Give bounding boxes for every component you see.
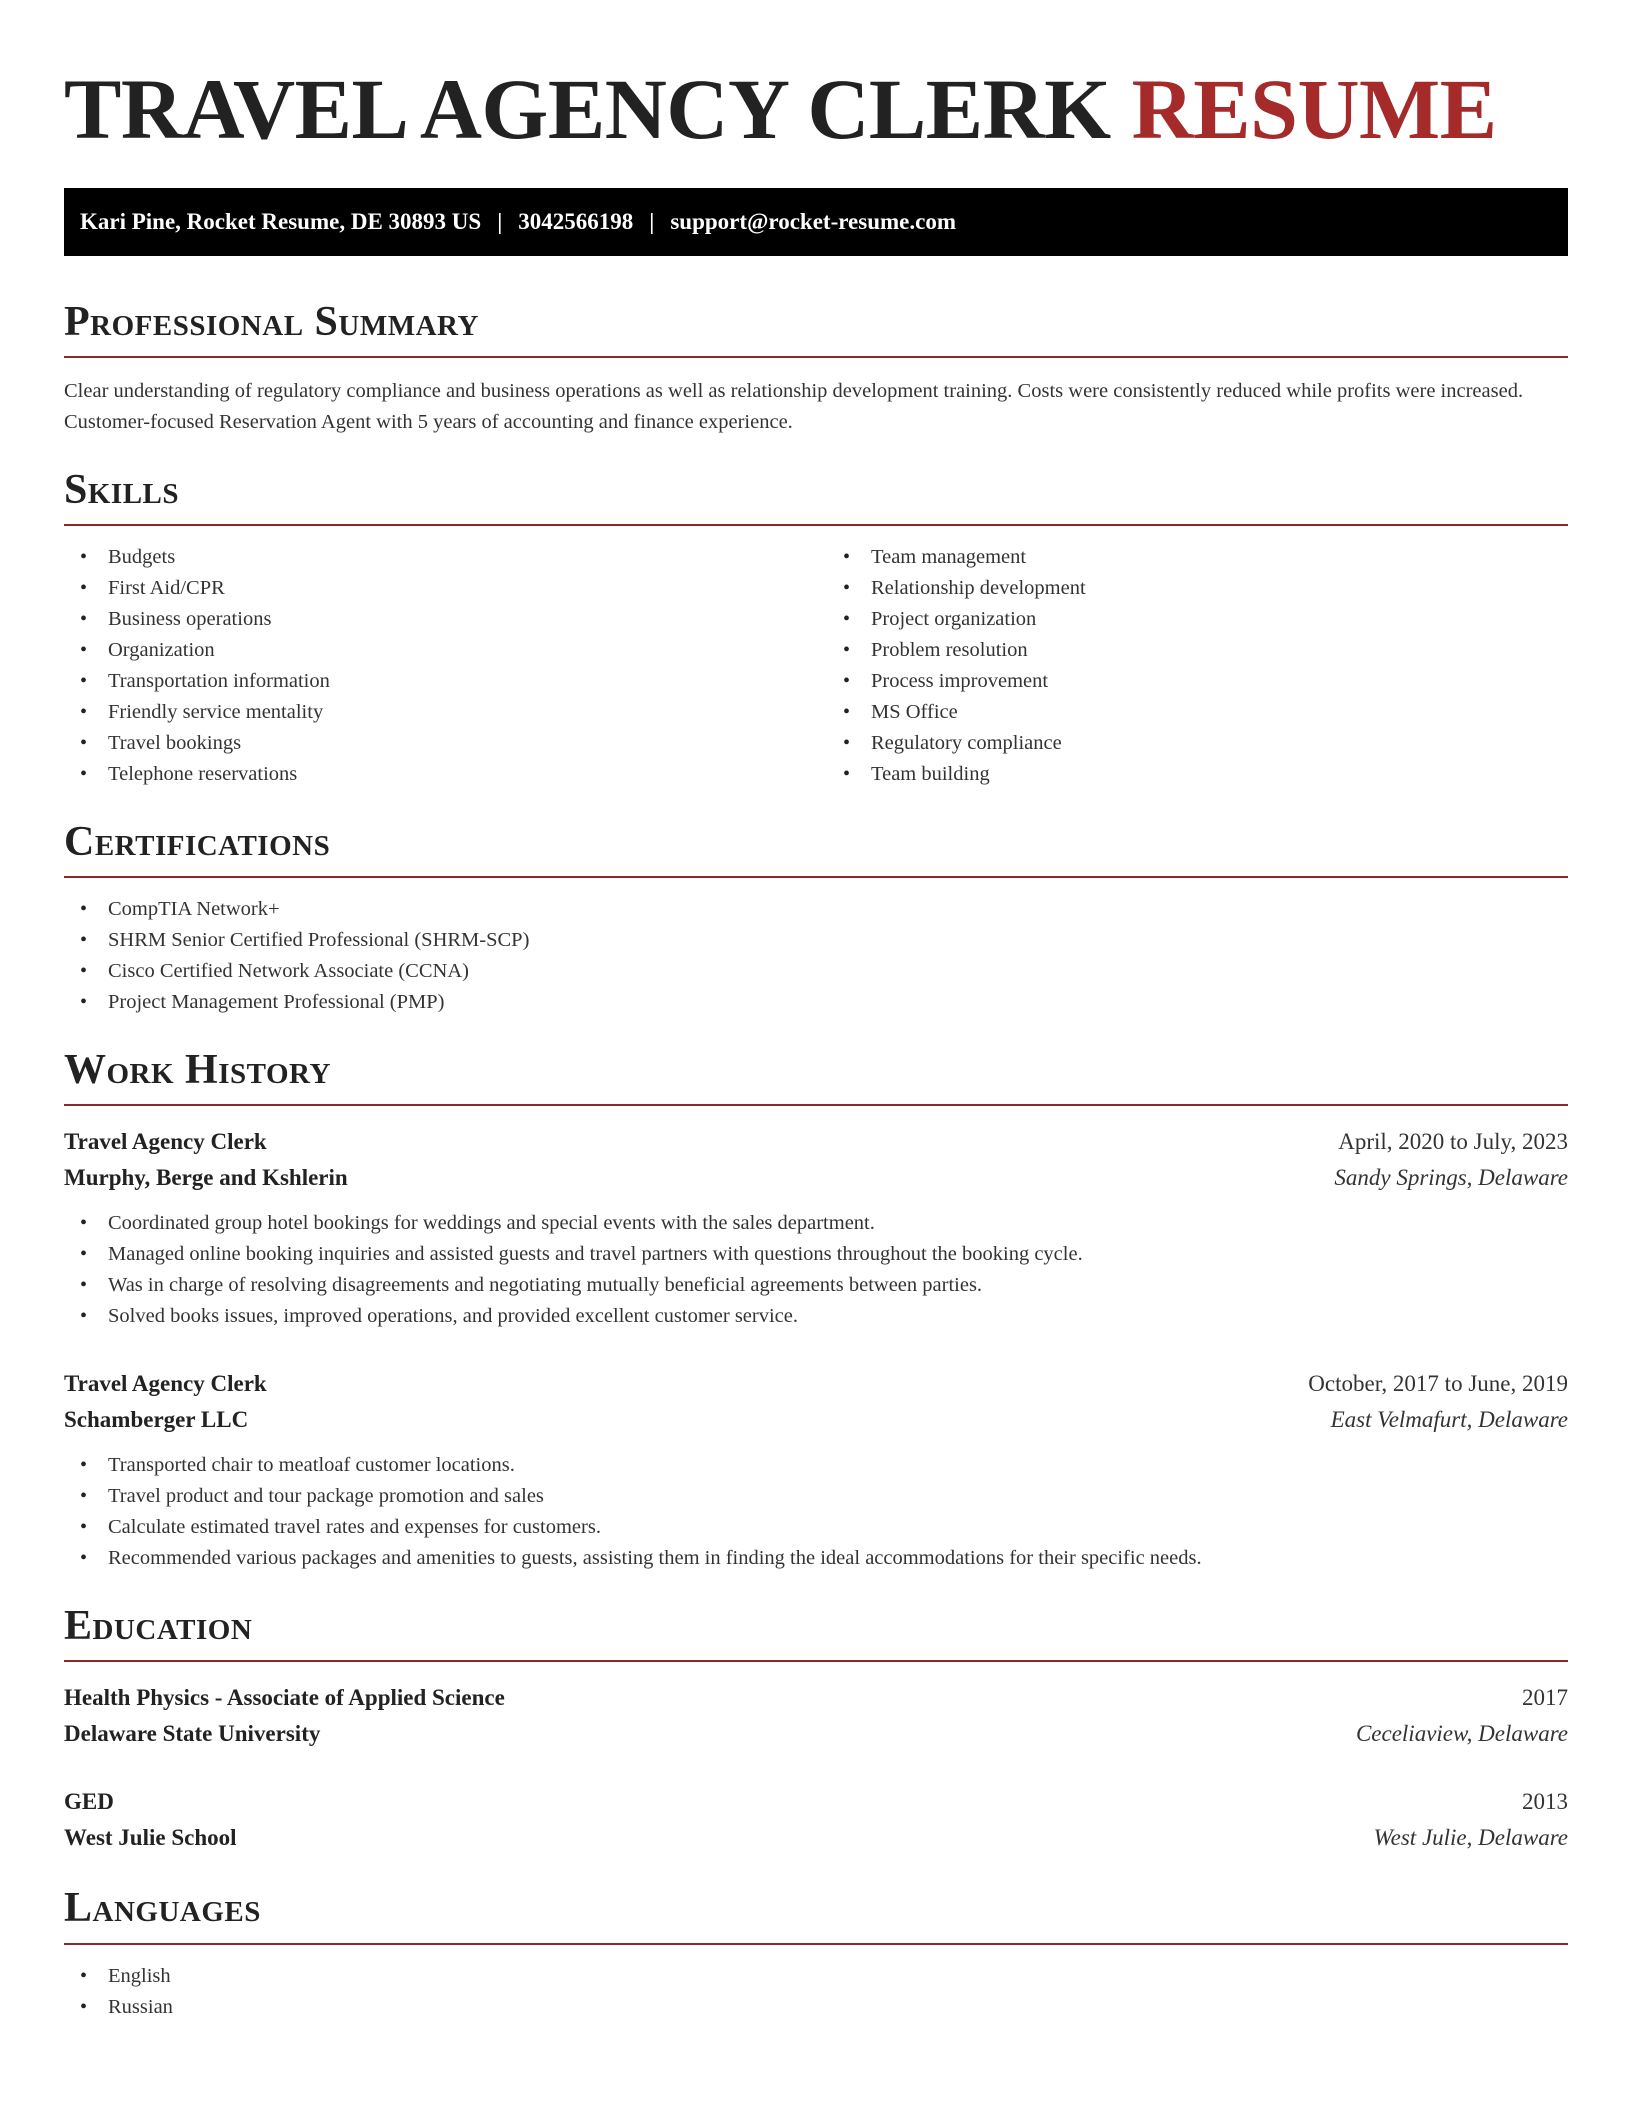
list-item: • Transported chair to meatloaf customer locations.: [64, 1450, 1568, 1481]
section-title: Professional Summary: [64, 300, 1568, 358]
job-role: Travel Agency Clerk: [64, 1129, 267, 1155]
education-school: Delaware State University: [64, 1721, 321, 1747]
job-duties: [64, 1208, 1568, 1332]
list-item: • Telephone reservations: [64, 759, 805, 790]
section-title: Work History: [64, 1048, 1568, 1106]
list-item: • Team management: [827, 542, 1568, 573]
section-title: Certifications: [64, 820, 1568, 878]
contact-email[interactable]: support@rocket-resume.com: [670, 209, 956, 234]
skills-columns: [64, 526, 1568, 790]
list-item: • Team building: [827, 759, 1568, 790]
list-item: • Problem resolution: [827, 635, 1568, 666]
summary-text: Clear understanding of regulatory compliance and business operations as well as relationship development training. Costs were consistently reduced while profits were increased. Customer-focused Reservation Agent with 5 years of accounting and finance experience.: [64, 380, 1524, 434]
list-item: • Solved books issues, improved operations, and provided excellent customer service.: [64, 1301, 1568, 1332]
section-title: Education: [64, 1604, 1568, 1662]
section-title: Skills: [64, 468, 1568, 526]
contact-separator: |: [649, 209, 655, 234]
certifications-list: [64, 894, 1568, 1018]
list-item: • Was in charge of resolving disagreements and negotiating mutually beneficial agreements between parties.: [64, 1270, 1568, 1301]
list-item: • Business operations: [64, 604, 805, 635]
list-item: • Travel bookings: [64, 728, 805, 759]
job-location: Sandy Springs, Delaware: [1334, 1165, 1568, 1191]
contact-bar: [64, 188, 1568, 256]
education-location: Ceceliaview, Delaware: [1355, 1721, 1568, 1747]
job-duties: [64, 1450, 1568, 1574]
contact-address: Kari Pine, Rocket Resume, DE 30893 US: [80, 209, 482, 234]
list-item: • Cisco Certified Network Associate (CCNA): [64, 956, 1568, 987]
education-location: West Julie, Delaware: [1373, 1825, 1568, 1851]
list-item: • Friendly service mentality: [64, 697, 805, 728]
list-item: • SHRM Senior Certified Professional (SHRM-SCP): [64, 925, 1568, 956]
list-item: • Russian: [64, 1992, 1568, 2023]
list-item: • English: [64, 1961, 1568, 1992]
education-degree: GED: [64, 1789, 114, 1815]
education-school: West Julie School: [64, 1825, 237, 1851]
list-item: • Coordinated group hotel bookings for weddings and special events with the sales department.: [64, 1208, 1568, 1239]
skills-list-left: [64, 542, 805, 790]
list-item: • Calculate estimated travel rates and expenses for customers.: [64, 1512, 1568, 1543]
summary-section: [64, 300, 1568, 438]
resume-title: [64, 56, 1568, 157]
list-item: • First Aid/CPR: [64, 573, 805, 604]
education-year: 2013: [1522, 1789, 1568, 1815]
list-item: • CompTIA Network+: [64, 894, 1568, 925]
list-item: • Regulatory compliance: [827, 728, 1568, 759]
list-item: • Organization: [64, 635, 805, 666]
job-dates: April, 2020 to July, 2023: [1338, 1129, 1568, 1155]
list-item: • Project Management Professional (PMP): [64, 987, 1568, 1018]
education-entry: [64, 1680, 1568, 1752]
title-accent: RESUME: [1131, 61, 1497, 157]
list-item: • Recommended various packages and amenities to guests, assisting them in finding the ideal accommodations for their specific needs.: [64, 1543, 1568, 1574]
education-degree: Health Physics - Associate of Applied Science: [64, 1685, 505, 1711]
title-main: TRAVEL AGENCY CLERK: [64, 61, 1111, 157]
job-entry: [64, 1366, 1568, 1574]
skills-list-right: [805, 542, 1568, 790]
section-title: Languages: [64, 1886, 1568, 1944]
education-section: [64, 1604, 1568, 1856]
list-item: • Travel product and tour package promotion and sales: [64, 1481, 1568, 1512]
list-item: • MS Office: [827, 697, 1568, 728]
job-company: Murphy, Berge and Kshlerin: [64, 1165, 348, 1191]
list-item: • Budgets: [64, 542, 805, 573]
skills-section: [64, 468, 1568, 790]
job-company: Schamberger LLC: [64, 1407, 249, 1433]
list-item: • Relationship development: [827, 573, 1568, 604]
list-item: • Project organization: [827, 604, 1568, 635]
list-item: • Process improvement: [827, 666, 1568, 697]
list-item: • Transportation information: [64, 666, 805, 697]
certifications-section: [64, 820, 1568, 1018]
job-role: Travel Agency Clerk: [64, 1371, 267, 1397]
contact-separator: |: [497, 209, 503, 234]
job-dates: October, 2017 to June, 2019: [1308, 1371, 1568, 1397]
languages-section: [64, 1886, 1568, 2022]
education-entry: [64, 1784, 1568, 1856]
languages-list: [64, 1961, 1568, 2023]
list-item: • Managed online booking inquiries and assisted guests and travel partners with questions throughout the booking cycle.: [64, 1239, 1568, 1270]
job-entry: [64, 1124, 1568, 1332]
education-year: 2017: [1522, 1685, 1568, 1711]
work-history-section: [64, 1048, 1568, 1574]
contact-phone[interactable]: 3042566198: [518, 209, 634, 234]
job-location: East Velmafurt, Delaware: [1330, 1407, 1568, 1433]
